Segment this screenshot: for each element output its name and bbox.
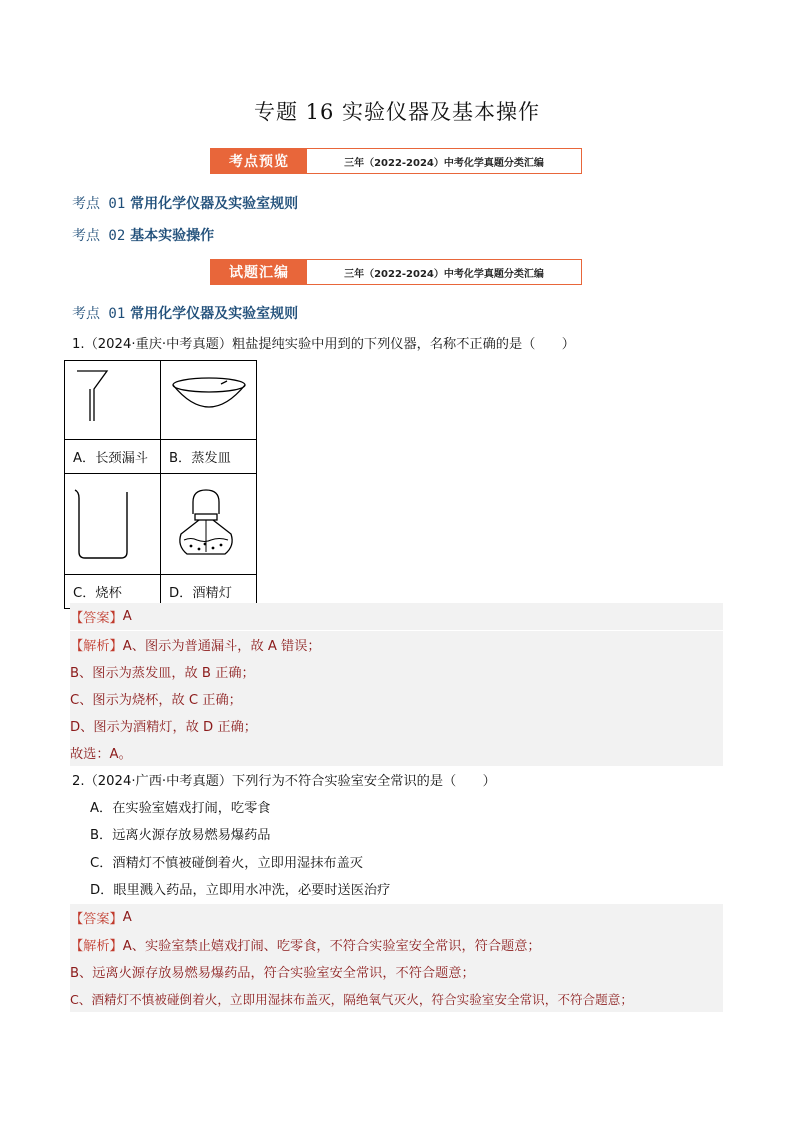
option-a-image <box>65 361 161 440</box>
option-d-image <box>161 474 257 575</box>
analysis-row <box>70 958 723 985</box>
option-b-label: B．蒸发皿 <box>161 440 257 474</box>
funnel-icon <box>65 361 160 435</box>
analysis-label: 【解析】 <box>70 639 123 654</box>
toc-item-2[interactable] <box>72 225 214 245</box>
analysis-text: D、图示为酒精灯，故 D 正确； <box>70 720 257 735</box>
analysis-text: A、实验室禁止嬉戏打闹、吃零食，不符合实验室安全常识，符合题意； <box>122 939 541 954</box>
option-a-label: A．长颈漏斗 <box>65 440 161 474</box>
answer-row <box>70 904 723 931</box>
analysis-text: C、酒精灯不慎被碰倒着火，立即用湿抹布盖灭，隔绝氧气灭火，符合实验室安全常识，不符合题意； <box>70 992 633 1007</box>
section-heading <box>72 303 298 323</box>
question-1-stem: 1.（2024·重庆·中考真题）粗盐提纯实验中用到的下列仪器，名称不正确的是（ ） <box>72 337 575 352</box>
analysis-label: 【解析】 <box>70 939 123 954</box>
toc-text: 基本实验操作 <box>130 228 215 244</box>
analysis-row <box>70 685 723 712</box>
analysis-text: B、图示为蒸发皿，故 B 正确； <box>70 666 255 681</box>
toc-text: 常用化学仪器及实验室规则 <box>130 196 299 212</box>
analysis-row <box>70 931 723 958</box>
analysis-text: B、远离火源存放易燃易爆药品，符合实验室安全常识，不符合题意； <box>70 966 475 981</box>
analysis-row <box>70 658 723 685</box>
banner-subtitle: 三年（2022-2024）中考化学真题分类汇编 <box>344 268 544 280</box>
alcohol-lamp-icon <box>161 474 256 570</box>
option-c-image <box>65 474 161 575</box>
answer-row <box>70 603 723 630</box>
answer-label: 【答案】 <box>70 912 123 927</box>
section-number: 考点 01 <box>72 306 126 322</box>
analysis-row <box>70 739 723 766</box>
question-2-option-c[interactable]: C．酒精灯不慎被碰倒着火，立即用湿抹布盖灭 <box>90 856 363 871</box>
question-2-option-a[interactable]: A．在实验室嬉戏打闹，吃零食 <box>90 801 271 816</box>
evaporating-dish-icon <box>161 361 256 435</box>
analysis-text: 故选：A。 <box>70 747 132 762</box>
toc-number: 考点 02 <box>72 228 126 244</box>
analysis-text: C、图示为烧杯，故 C 正确； <box>70 693 242 708</box>
banner-tag: 试题汇编 <box>211 260 307 284</box>
section-text: 常用化学仪器及实验室规则 <box>130 306 299 322</box>
questions-banner <box>210 259 582 285</box>
question-2-stem: 2.（2024·广西·中考真题）下列行为不符合实验室安全常识的是（ ） <box>72 774 496 789</box>
banner-subtitle: 三年（2022-2024）中考化学真题分类汇编 <box>344 157 544 169</box>
analysis-row <box>70 712 723 739</box>
instrument-table <box>64 360 257 609</box>
toc-number: 考点 01 <box>72 196 126 212</box>
option-b-image <box>161 361 257 440</box>
option-c-label: C．烧杯 <box>65 575 161 609</box>
answer-value: A <box>122 609 132 624</box>
option-d-label: D．酒精灯 <box>161 575 257 609</box>
preview-banner <box>210 148 582 174</box>
question-2-option-b[interactable]: B．远离火源存放易燃易爆药品 <box>90 828 271 843</box>
answer-label: 【答案】 <box>70 611 123 626</box>
page-title: 专题 16 实验仪器及基本操作 <box>253 100 541 124</box>
answer-value: A <box>122 910 132 925</box>
analysis-row <box>70 631 723 658</box>
question-2-option-d[interactable]: D．眼里溅入药品，立即用水冲洗，必要时送医治疗 <box>90 883 391 898</box>
analysis-text: A、图示为普通漏斗，故 A 错误； <box>122 639 321 654</box>
toc-item-1[interactable] <box>72 193 298 213</box>
beaker-icon <box>65 474 160 570</box>
banner-tag: 考点预览 <box>211 149 307 173</box>
analysis-row <box>70 985 723 1012</box>
